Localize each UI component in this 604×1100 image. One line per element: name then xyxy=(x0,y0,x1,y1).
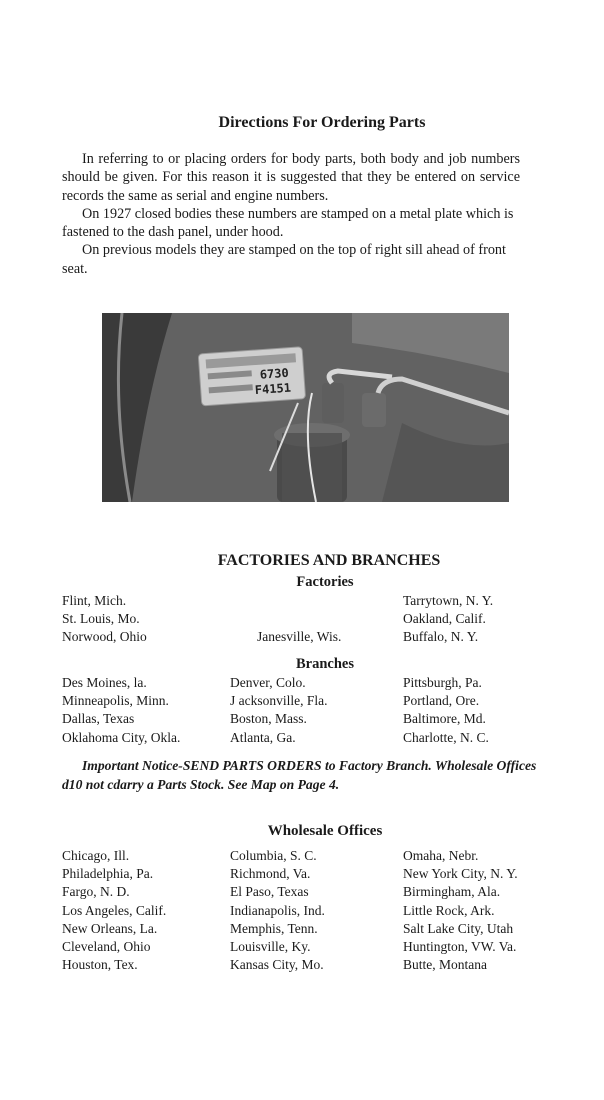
list-item: New York City, N. Y. xyxy=(403,866,518,882)
list-item: Des Moines, la. xyxy=(62,675,147,690)
table-row xyxy=(62,883,562,901)
body-number-plate-photo xyxy=(102,313,509,502)
list-item: Portland, Ore. xyxy=(403,693,480,709)
list-item: Philadelphia, Pa. xyxy=(62,866,154,882)
table-row xyxy=(62,710,562,728)
list-item: Denver, Colo. xyxy=(230,675,306,690)
list-item: Butte, Montana xyxy=(403,957,487,973)
plate-body-number: 6730 xyxy=(259,365,290,382)
list-item: Oklahoma City, Okla. xyxy=(62,729,181,745)
table-row xyxy=(62,938,562,956)
list-item: Omaha, Nebr. xyxy=(403,848,479,863)
list-item: Boston, Mass. xyxy=(230,711,307,727)
list-item: Memphis, Tenn. xyxy=(230,920,318,936)
intro-text xyxy=(62,150,520,278)
table-row xyxy=(62,592,562,610)
table-row xyxy=(62,902,562,920)
list-item: Baltimore, Md. xyxy=(403,711,486,727)
list-item: Salt Lake City, Utah xyxy=(403,920,514,936)
list-item: Buffalo, N. Y. xyxy=(403,629,479,645)
list-item: Charlotte, N. C. xyxy=(403,729,489,745)
list-item: Huntington, VW. Va. xyxy=(403,938,517,954)
table-row xyxy=(62,956,562,974)
list-item: New Orleans, La. xyxy=(62,920,158,936)
factories-and-branches-heading: FACTORIES AND BRANCHES xyxy=(217,552,441,569)
table-row xyxy=(62,865,562,883)
intro-paragraph: In referring to or placing orders for body parts, both body and job numbers should be given. For this reason it is suggested that they be entered on service records the same as serial and engine numbers. xyxy=(62,151,520,204)
list-item: Norwood, Ohio xyxy=(62,629,147,645)
list-item: Los Angeles, Calif. xyxy=(62,902,167,918)
table-row xyxy=(62,674,562,692)
table-row xyxy=(62,729,562,747)
list-item: Richmond, Va. xyxy=(230,866,311,882)
list-item: Columbia, S. C. xyxy=(230,848,317,863)
list-item: El Paso, Texas xyxy=(230,884,309,900)
list-item: Minneapolis, Minn. xyxy=(62,693,169,709)
list-item: Indianapolis, Ind. xyxy=(230,902,325,918)
wholesale-offices-list xyxy=(62,847,562,974)
list-item: Houston, Tex. xyxy=(62,957,138,973)
list-item: Pittsburgh, Pa. xyxy=(403,675,482,690)
list-item: Kansas City, Mo. xyxy=(230,957,324,973)
list-item: Dallas, Texas xyxy=(62,711,135,727)
list-item: St. Louis, Mo. xyxy=(62,611,140,627)
list-item: Louisville, Ky. xyxy=(230,938,311,954)
list-item: Flint, Mich. xyxy=(62,593,127,608)
list-item: Tarrytown, N. Y. xyxy=(403,593,494,608)
branches-subheading: Branches xyxy=(296,656,354,672)
table-row xyxy=(62,628,562,646)
page-title: Directions For Ordering Parts xyxy=(218,114,426,131)
list-item: Janesville, Wis. xyxy=(257,629,342,645)
list-item: Little Rock, Ark. xyxy=(403,902,495,918)
list-item: Cleveland, Ohio xyxy=(62,938,151,954)
branches-list xyxy=(62,674,562,747)
list-item: Chicago, Ill. xyxy=(62,848,130,863)
important-notice: Important Notice-SEND PARTS ORDERS to Factory Branch. Wholesale Offices d10 not cdarry a Parts Stock. See Map on Page 4. xyxy=(62,758,537,792)
table-row xyxy=(62,610,562,628)
plate-job-number: F4151 xyxy=(254,380,292,398)
list-item: Fargo, N. D. xyxy=(62,884,130,900)
intro-paragraph: On 1927 closed bodies these numbers are stamped on a metal plate which is fastened to the dash panel, under hood. xyxy=(62,205,514,241)
factories-subheading: Factories xyxy=(296,574,354,590)
factories-list xyxy=(62,592,562,647)
list-item: Birmingham, Ala. xyxy=(403,884,501,900)
list-item: Atlanta, Ga. xyxy=(230,729,296,745)
list-item: Oakland, Calif. xyxy=(403,611,486,627)
intro-paragraph: On previous models they are stamped on the top of right sill ahead of front seat. xyxy=(62,242,506,277)
list-item: J acksonville, Fla. xyxy=(230,693,328,709)
table-row xyxy=(62,847,562,865)
wholesale-offices-heading: Wholesale Offices xyxy=(267,823,383,839)
photo-illustration xyxy=(102,313,509,502)
table-row xyxy=(62,692,562,710)
table-row xyxy=(62,920,562,938)
